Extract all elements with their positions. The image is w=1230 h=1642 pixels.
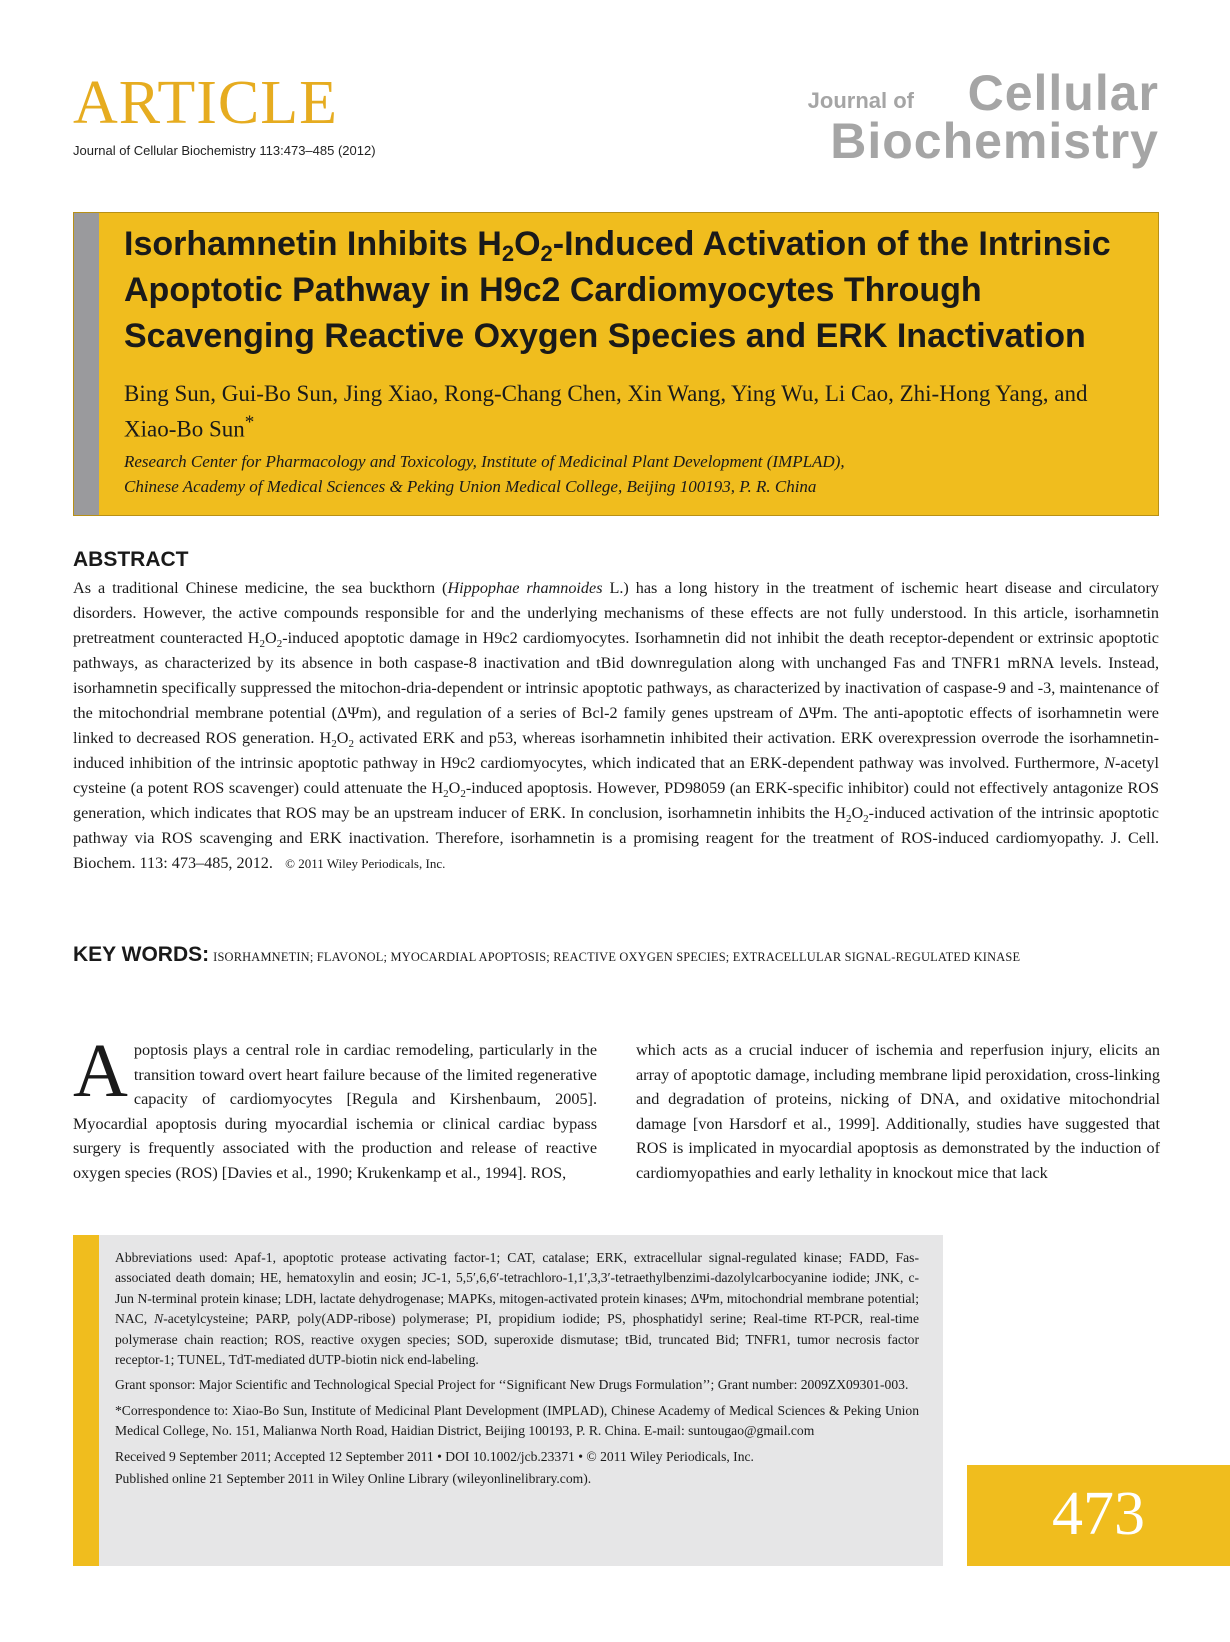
affiliation bbox=[124, 449, 1144, 499]
drop-cap: A bbox=[73, 1029, 128, 1113]
journal-logo bbox=[759, 66, 1159, 176]
article-label: ARTICLE bbox=[73, 69, 339, 137]
published-online: Published online 21 September 2011 in Wiley Online Library (wileyonlinelibrary.com). bbox=[115, 1471, 592, 1487]
paper-title: Isorhamnetin Inhibits $H_2O_2$-Induced Activation of the Intrinsic Apoptotic Pathway in H9c2 Cardiomyocytes Through Scavenging Reactive Oxygen Species and ERK Inactivation bbox=[124, 225, 1111, 355]
logo-cellular: Cellular bbox=[967, 65, 1159, 121]
title-side-bar bbox=[74, 213, 99, 515]
corresponding-author-mark: * bbox=[244, 412, 255, 433]
logo-journal-of: Journal of bbox=[807, 88, 914, 113]
abstract-text: As a traditional Chinese medicine, the sea buckthorn (Hippophae rhamnoides L.) has a long history in the treatment of ischemic heart disease and circulatory disorders. However, the active compounds responsible for and the underlying mechanisms of these effects are not fully understood. In this article, isorhamnetin pretreatment counteracted $H_2O_2$-induced apoptotic damage in H9c2 cardiomyocytes. Isorhamnetin did not inhibit the death receptor-dependent or extrinsic apoptotic pathways, as characterized by its absence in both caspase-8 inactivation and tBid downregulation along with unchanged Fas and TNFR1 mRNA levels. Instead, isorhamnetin specifically suppressed the mitochon-dria-dependent or intrinsic apoptotic pathways, as characterized by inactivation of caspase-9 and -3, maintenance of the mitochondrial membrane potential (ΔΨm), and regulation of a series of Bcl-2 family genes upstream of ΔΨm. The anti-apoptotic effects of isorhamnetin were linked to decreased ROS generation. $H_2O_2$ activated ERK and p53, whereas isorhamnetin inhibited their activation. ERK overexpression overrode the isorhamnetin-induced inhibition of the intrinsic apoptotic pathway in H9c2 cardiomyocytes, which indicated that an ERK-dependent pathway was involved. Furthermore, N-acetyl cysteine (a potent ROS scavenger) could attenuate the $H_2O_2$-induced apoptosis. However, PD98059 (an ERK-specific inhibitor) could not effectively antagonize ROS generation, which indicates that ROS may be an upstream inducer of ERK. In conclusion, isorhamnetin inhibits the $H_2O_2$-induced activation of the intrinsic apoptotic pathway via ROS scavenging and ERK inactivation. Therefore, isorhamnetin is a promising reagent for the treatment of ROS-induced cardiomyopathy. J. Cell. Biochem. 113: 473–485, 2012. © 2011 Wiley Periodicals, Inc. bbox=[73, 579, 1159, 872]
journal-citation: Journal of Cellular Biochemistry 113:473–485 (2012) bbox=[73, 143, 376, 158]
author-list: Bing Sun, Gui-Bo Sun, Jing Xiao, Rong-Chang Chen, Xin Wang, Ying Wu, Li Cao, Zhi-Hong Yang, and Xiao-Bo Sun* bbox=[124, 381, 1088, 442]
keywords bbox=[73, 943, 1163, 967]
footnote-side-bar bbox=[73, 1235, 99, 1566]
correspondence: *Correspondence to: Xiao-Bo Sun, Institute of Medicinal Plant Development (IMPLAD), Chinese Academy of Medical Sciences & Peking Union Medical College, No. 151, Malianwa North Road, Haidian District, Beijing 100193, P. R. China. E-mail: suntougao@gmail.com bbox=[115, 1402, 919, 1439]
footnote-content bbox=[115, 1248, 919, 1494]
keywords-label: KEY WORDS: bbox=[73, 943, 210, 966]
abbreviations: Abbreviations used: Apaf-1, apoptotic protease activating factor-1; CAT, catalase; ERK, extracellular signal-regulated kinase; FADD, Fas-associated death domain; HE, hematoxylin and eosin; JC-1, 5,5′,6,6′-tetrachloro-1,1′,3,3′-tetraethylbenzimi-dazolylcarbocyanine iodide; JNK, c-Jun N-terminal protein kinase; LDH, lactate dehydrogenase; MAPKs, mitogen-activated protein kinases; ΔΨm, mitochondrial membrane potential; NAC, N-acetylcysteine; PARP, poly(ADP-ribose) polymerase; PI, propidium iodide; PS, phosphatidyl serine; Real-time RT-PCR, real-time polymerase chain reaction; ROS, reactive oxygen species; SOD, superoxide dismutase; tBid, truncated Bid; TNFR1, tumor necrosis factor receptor-1; TUNEL, TdT-mediated dUTP-biotin nick end-labeling. bbox=[115, 1250, 920, 1368]
grant-sponsor: Grant sponsor: Major Scientific and Technological Special Project for ‘‘Significant New Drugs Formulation’’; Grant number: 2009ZX09301-003. bbox=[115, 1377, 909, 1393]
keywords-list: ISORHAMNETIN; FLAVONOL; MYOCARDIAL APOPTOSIS; REACTIVE OXYGEN SPECIES; EXTRACELLULAR SIGNAL-REGULATED KINASE bbox=[213, 950, 1021, 964]
logo-biochemistry: Biochemistry bbox=[830, 113, 1159, 169]
received-date: Received 9 September 2011; Accepted 12 September 2011 • DOI 10.1002/jcb.23371 • © 2011 Wiley Periodicals, Inc. bbox=[115, 1448, 754, 1464]
page-number-box bbox=[967, 1465, 1230, 1566]
abstract-copyright: © 2011 Wiley Periodicals, Inc. bbox=[285, 856, 446, 871]
affiliation-line: Research Center for Pharmacology and Toxicology, Institute of Medicinal Plant Development (IMPLAD), bbox=[124, 452, 845, 471]
affiliation-line: Chinese Academy of Medical Sciences & Peking Union Medical College, Beijing 100193, P. R. China bbox=[124, 477, 817, 496]
footnote-box bbox=[73, 1235, 943, 1566]
body-column-right: which acts as a crucial inducer of ischemia and reperfusion injury, elicits an array of apoptotic damage, including membrane lipid peroxidation, cross-linking and degradation of proteins, nicking of DNA, and oxidative mitochondrial damage [von Harsdorf et al., 1999]. Additionally, studies have suggested that ROS is implicated in myocardial apoptosis as demonstrated by the induction of cardiomyopathies and early lethality in knockout mice that lack bbox=[636, 1041, 1160, 1182]
body-column-left: Apoptosis plays a central role in cardiac remodeling, particularly in the transition toward overt heart failure because of the limited regenerative capacity of cardiomyocytes [Regula and Kirshenbaum, 2005]. Myocardial apoptosis during myocardial ischemia or clinical cardiac bypass surgery is frequently associated with the production and release of reactive oxygen species (ROS) [Davies et al., 1990; Krukenkamp et al., 1994]. ROS, bbox=[73, 1029, 597, 1182]
page-number: 473 bbox=[1052, 1480, 1145, 1548]
abstract-heading: ABSTRACT bbox=[73, 548, 189, 571]
title-box bbox=[73, 212, 1159, 516]
